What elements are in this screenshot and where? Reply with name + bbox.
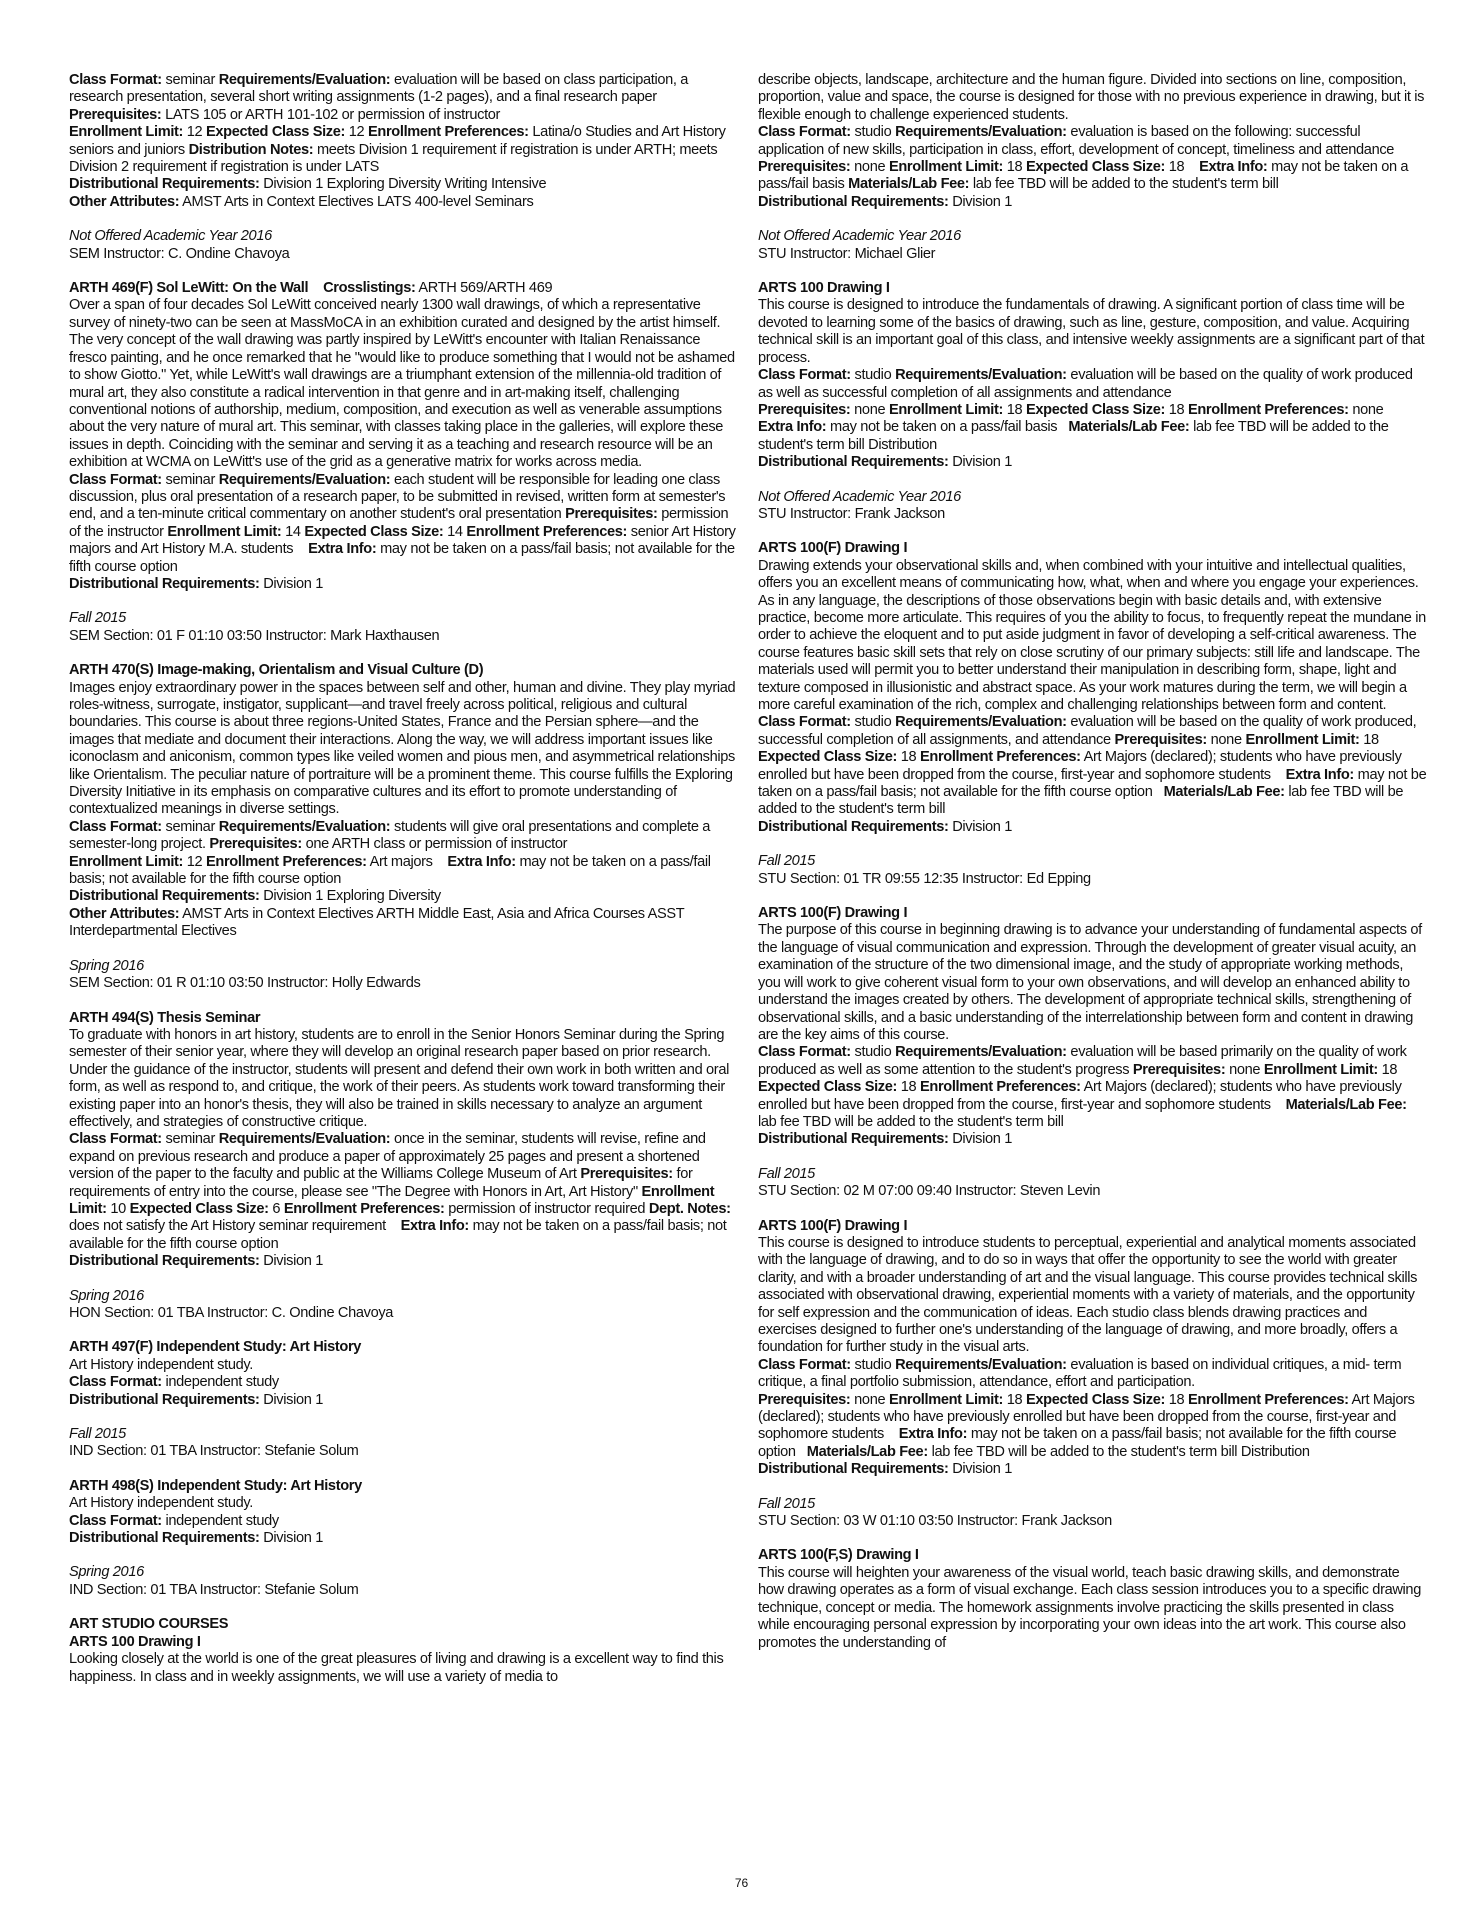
crosslistings-value: ARTH 569/ARTH 469 (418, 280, 553, 297)
extra-info-value: may not be taken on a pass/fail basis; not available for the fifth course option (69, 541, 735, 575)
section-info (69, 228, 739, 263)
class-format-value: studio (854, 124, 892, 141)
prerequisites-label: Prerequisites: (758, 1391, 851, 1408)
section-instructor: STU Section: 01 TR 09:55 12:35 Instructor: Ed Epping (758, 870, 1091, 887)
distribution-notes-value: meets Division 1 requirement if registration is under ARTH; meets Division 2 requirement if registration is under LATS (69, 141, 718, 176)
class-format-value: seminar (165, 818, 215, 835)
page-number: 76 (734, 1876, 749, 1890)
class-format-value: studio (854, 367, 892, 384)
prerequisites-label: Prerequisites: (1132, 1061, 1226, 1078)
course-description: This course is designed to introduce the fundamentals of drawing. A significant portion of class time will be devoted to learning some of the basics of drawing, such as line, gesture, composition, and value. Acquiring technical skill is an important goal of this class, and intensive weekly assignments are a significant part of that process. (758, 297, 1425, 366)
class-format-label: Class Format: (758, 1356, 851, 1373)
distributional-requirements-value: Division 1 (263, 1530, 323, 1547)
requirements-label: Requirements/Evaluation: (218, 818, 391, 835)
course-description: Looking closely at the world is one of the great pleasures of living and drawing is a excellent way to find this happiness. In class and in weekly assignments, we will use a variety of media to (69, 1651, 724, 1685)
distribution-notes-label: Distribution Notes: (188, 141, 314, 158)
requirements-label: Requirements/Evaluation: (218, 72, 391, 88)
enrollment-limit-label: Enrollment Limit: (69, 853, 184, 870)
enrollment-limit-value: 18 (1006, 1391, 1023, 1408)
distributional-requirements-label: Distributional Requirements: (69, 1530, 260, 1547)
section-instructor: SEM Section: 01 R 01:10 03:50 Instructor: Holly Edwards (69, 975, 421, 992)
requirements-label: Requirements/Evaluation: (218, 471, 391, 488)
class-size-label: Expected Class Size: (206, 124, 346, 141)
distributional-requirements-label: Distributional Requirements: (758, 193, 949, 210)
enrollment-preferences-value: senior Art History majors and Art History M.A. students (69, 523, 736, 558)
course-arth-498 (69, 1478, 739, 1599)
course-description: Images enjoy extraordinary power in the spaces between self and other, human and divine. They play myriad roles-witness, surrogate, instigator, supplicant—and travel freely across political, religious and cultural boundaries. This course is about three regions-United States, France and the Persian sphere—and the images that mediate and document their interactions. Along the way, we will address important issues like iconoclasm and aniconism, common types like veiled women and pious men, and asymmetrical relationships like Orientalism. The peculiar nature of portraiture will be a prominent theme. This course fulfills the Exploring Diversity Initiative in its emphasis on comparative cultures and its effort to promote understanding of contextualized meanings in diverse settings. (69, 679, 736, 818)
distributional-requirements-label: Distributional Requirements: (69, 888, 260, 905)
distributional-requirements-value: Division 1 (952, 1131, 1012, 1148)
section-instructor: IND Section: 01 TBA Instructor: Stefanie Solum (69, 1443, 359, 1460)
distributional-requirements-value: Division 1 (952, 818, 1012, 835)
lab-fee-value: lab fee TBD will be added to the student's term bill (758, 1113, 1064, 1130)
course-details (758, 367, 1428, 471)
requirements-value: evaluation will be based on the quality of work produced as well as successful completion of all assignments and attendance (758, 367, 1413, 401)
extra-info-label: Extra Info: (758, 419, 827, 436)
enrollment-limit-value: 12 (186, 124, 203, 141)
enrollment-preferences-value: Art Majors (declared); students who have previously enrolled but have been dropped from the course, first-year and sophomore students (758, 1079, 1402, 1113)
enrollment-limit-value: 14 (285, 523, 301, 540)
class-format-value: independent study (165, 1512, 279, 1529)
crosslistings-label: Crosslistings: (323, 280, 416, 297)
extra-info-value: may not be taken on a pass/fail basis; not available for the fifth course option (758, 1426, 1397, 1460)
requirements-value: evaluation is based on the following: successful application of new skills, participation in class, effort, development of concept, timeliness and attendance (758, 124, 1395, 158)
class-size-value: 18 (900, 1079, 917, 1096)
distributional-requirements-label: Distributional Requirements: (758, 454, 949, 471)
prerequisites-label: Prerequisites: (69, 106, 162, 123)
course-arts-100-b (758, 280, 1428, 523)
course-title: ARTS 100(F) Drawing I (758, 1217, 908, 1234)
semester: Fall 2015 (69, 1426, 126, 1443)
distributional-requirements-value: Division 1 (263, 575, 323, 592)
course-details (758, 714, 1428, 836)
course-title: ARTS 100(F) Drawing I (758, 540, 908, 557)
course-details (758, 1044, 1428, 1148)
requirements-value: once in the seminar, students will revise, refine and expand on previous research and produce a paper of approximately 25 pages and present a shortened version of the paper to the faculty and public at the Williams College Museum of Art (69, 1131, 706, 1183)
prerequisites-value: none (1210, 731, 1242, 748)
requirements-label: Requirements/Evaluation: (218, 1131, 391, 1148)
course-title: ARTH 497(F) Independent Study: Art History (69, 1339, 362, 1356)
semester: Fall 2015 (758, 1165, 815, 1182)
course-description: Drawing extends your observational skills and, when combined with your intuitive and intellectual qualities, offers you an excellent means of communicating how, what, when and where you engage your experiences. As in any language, the descriptions of those observations begin with basic details and, with extensive practice, become more articulate. This requires of you the ability to focus, to frequently repeat the mundane in order to achieve the eloquent and to put aside judgment in favor of developing a self-critical awareness. The course features basic skill sets that rely on close scrutiny of our primary subjects: still life and landscape. The materials used will permit you to better understand their manipulation in describing form, shape, light and texture composed in illusionistic and abstract space. As your work matures during the term, we will begin a more careful examination of the rich, complex and challenging relationships between form and content. (758, 557, 1426, 713)
requirements-label: Requirements/Evaluation: (895, 1356, 1067, 1373)
distributional-requirements-value: Division 1 Exploring Diversity (263, 888, 441, 905)
class-format-label: Class Format: (758, 124, 851, 141)
class-format-label: Class Format: (758, 714, 851, 731)
course-arth-497 (69, 1339, 739, 1460)
requirements-label: Requirements/Evaluation: (895, 367, 1067, 384)
distributional-requirements-label: Distributional Requirements: (69, 1391, 260, 1408)
extra-info-label: Extra Info: (308, 541, 377, 558)
prerequisites-value: for requirements of entry into the course, please see "The Degree with Honors in Art, Art History" (69, 1166, 693, 1200)
class-format-value: seminar (165, 471, 215, 488)
prerequisites-value: none (854, 401, 886, 418)
enrollment-limit-label: Enrollment Limit: (1263, 1061, 1378, 1078)
course-arts-100-d (758, 905, 1428, 1201)
prerequisites-label: Prerequisites: (580, 1166, 673, 1183)
enrollment-preferences-value: Art Majors (declared); students who have previously enrolled but have been dropped from the course, first-year and sophomore students (758, 1391, 1415, 1443)
requirements-value: evaluation is based on individual critiques, a mid- term critique, a final portfolio submission, attendance, effort and participation. (758, 1356, 1402, 1391)
semester: Spring 2016 (69, 1564, 144, 1581)
course-description: Over a span of four decades Sol LeWitt conceived nearly 1300 wall drawings, of which a representative survey of ninety-two can be seen at MassMoCA in an exhibition curated and designed by the artist himself. The very concept of the wall drawing was partly inspired by LeWitt's encounter with Italian Renaissance fresco painting, and he once remarked that he "would like to produce something that I would not be ashamed to show Giotto." Yet, while LeWitt's wall drawings are a triumphant extension of the millennia-old tradition of mural art, they also constitute a radical intervention in that genre and in art-making itself, challenging conventional notions of authorship, medium, composition, and execution as well as venerable assumptions about the very nature of mural art. This seminar, with classes taking place in the galleries, will explore these issues in depth. Coinciding with the seminar and serving it as a teaching and research resource will be an exhibition at WCMA on LeWitt's use of the grid as a generative matrix for works across media. (69, 297, 735, 471)
class-size-label: Expected Class Size: (1025, 1391, 1165, 1408)
course-arts-100-f (758, 1547, 1428, 1651)
class-size-label: Expected Class Size: (1025, 401, 1165, 418)
course-description: Art History independent study. (69, 1356, 253, 1373)
course-title: ARTH 470(S) Image-making, Orientalism and Visual Culture (D) (69, 662, 484, 679)
distributional-requirements-value: Division 1 (263, 1391, 323, 1408)
semester: Not Offered Academic Year 2016 (758, 488, 961, 505)
class-size-label: Expected Class Size: (758, 749, 898, 766)
enrollment-preferences-label: Enrollment Preferences: (206, 853, 367, 870)
requirements-value: evaluation will be based primarily on the quality of work produced as well as some attention to the student's progress (758, 1044, 1407, 1078)
section-instructor: HON Section: 01 TBA Instructor: C. Ondine Chavoya (69, 1305, 394, 1321)
lab-fee-label: Materials/Lab Fee: (1285, 1096, 1407, 1113)
other-attributes-value: AMST Arts in Context Electives ARTH Middle East, Asia and Africa Courses ASST Interdepartmental Electives (69, 905, 685, 940)
semester: Fall 2015 (758, 1495, 815, 1512)
lab-fee-label: Materials/Lab Fee: (806, 1443, 928, 1460)
class-size-value: 18 (1168, 1391, 1185, 1408)
course-description: This course is designed to introduce students to perceptual, experiential and analytical moments associated with the language of drawing, and to do so in ways that offer the opportunity to see the world with greater clarity, and with a broader understanding of art and the visual language. This course provides technical skills associated with observational drawing, experiential moments with a variety of materials, and the opportunity for self expression and the communication of ideas. Each studio class blends drawing practices and exercises designed to further one's understanding of the language of drawing, and more broadly, offers a foundation for further study in the visual arts. (758, 1234, 1418, 1356)
class-size-label: Expected Class Size: (758, 1079, 898, 1096)
enrollment-preferences-label: Enrollment Preferences: (1187, 401, 1349, 418)
semester: Fall 2015 (69, 610, 126, 627)
enrollment-limit-label: Enrollment Limit: (888, 1391, 1003, 1408)
requirements-value: evaluation will be based on the quality of work produced, successful completion of all assignments, and attendance (758, 714, 1417, 748)
class-size-label: Expected Class Size: (304, 523, 444, 540)
enrollment-limit-value: 18 (1363, 731, 1379, 748)
section-heading: ART STUDIO COURSES (69, 1616, 229, 1633)
enrollment-limit-value: 18 (1006, 159, 1023, 176)
course-title: ARTS 100 Drawing I (69, 1633, 201, 1650)
prerequisites-value: none (854, 1391, 886, 1408)
course-title: ARTH 498(S) Independent Study: Art History (69, 1477, 362, 1494)
prerequisites-label: Prerequisites: (758, 159, 851, 176)
section-instructor: STU Section: 02 M 07:00 09:40 Instructor: Steven Levin (758, 1183, 1101, 1200)
dept-notes-label: Dept. Notes: (648, 1200, 731, 1217)
course-title: ARTS 100(F) Drawing I (758, 905, 908, 922)
enrollment-limit-value: 12 (186, 853, 203, 870)
lab-fee-value: lab fee TBD will be added to the student's term bill Distribution (758, 419, 1389, 453)
extra-info-label: Extra Info: (898, 1426, 968, 1443)
course-details (69, 819, 739, 941)
enrollment-limit-label: Enrollment Limit: (1245, 731, 1360, 748)
course-description: The purpose of this course in beginning drawing is to advance your understanding of fundamental aspects of the language of visual communication and expression. Through the development of greater visual acuity, an examination of the structure of the two dimensional image, and the study of appropriate working methods, you will work to give coherent visual form to your own observations, and will develop an enhanced ability to understand the images created by others. The development of appropriate technical skills, strengthening of observational skills, and a basic understanding of the interrelationship between form and content in drawing are the key aims of this course. (758, 922, 1422, 1043)
enrollment-preferences-value: permission of instructor required (448, 1200, 646, 1217)
enrollment-limit-label: Enrollment Limit: (888, 401, 1003, 418)
course-details (69, 1131, 739, 1270)
course-details (69, 472, 739, 594)
prerequisites-value: one ARTH class or permission of instructor (305, 836, 568, 853)
semester: Fall 2015 (758, 853, 815, 870)
class-format-value: studio (854, 1044, 892, 1061)
course-details (69, 72, 739, 211)
course-arts-100-a (69, 1616, 739, 1686)
prerequisites-label: Prerequisites: (565, 506, 658, 523)
class-format-label: Class Format: (69, 1374, 162, 1391)
prerequisites-value: LATS 105 or ARTH 101-102 or permission of instructor (165, 106, 501, 123)
distributional-requirements-label: Distributional Requirements: (758, 1131, 949, 1148)
distributional-requirements-value: Division 1 (952, 454, 1012, 471)
class-size-value: 18 (900, 749, 917, 766)
requirements-label: Requirements/Evaluation: (895, 124, 1067, 141)
extra-info-value: may not be taken on a pass/fail basis (830, 419, 1058, 436)
section-instructor: IND Section: 01 TBA Instructor: Stefanie Solum (69, 1581, 359, 1598)
other-attributes-label: Other Attributes: (69, 905, 180, 922)
course-arth-470 (69, 662, 739, 992)
enrollment-preferences-label: Enrollment Preferences: (368, 124, 529, 141)
dept-notes-value: does not satisfy the Art History seminar requirement (69, 1218, 386, 1235)
section-instructor: STU Instructor: Michael Glier (758, 245, 936, 262)
class-size-value: 12 (348, 124, 365, 141)
right-column (758, 72, 1428, 1652)
enrollment-limit-label: Enrollment Limit: (69, 124, 184, 141)
distributional-requirements-value: Division 1 (952, 193, 1012, 210)
requirements-label: Requirements/Evaluation: (895, 1044, 1067, 1061)
distributional-requirements-label: Distributional Requirements: (758, 818, 949, 835)
enrollment-limit-label: Enrollment Limit: (167, 523, 282, 540)
course-title: ARTH 469(F) Sol LeWitt: On the Wall (69, 280, 309, 297)
prerequisites-value: none (1229, 1061, 1261, 1078)
extra-info-value: may not be taken on a pass/fail basis; not available for the fifth course option (758, 766, 1427, 801)
class-format-value: seminar (165, 1131, 215, 1148)
section-instructor: SEM Section: 01 F 01:10 03:50 Instructor: Mark Haxthausen (69, 627, 440, 644)
distributional-requirements-value: Division 1 Exploring Diversity Writing Intensive (263, 176, 547, 193)
requirements-value: each student will be responsible for leading one class discussion, plus oral presentation of a research paper, to be submitted in revised, written form at semester's end, and a ten-minute critical commentary on another student's oral presentation (69, 471, 726, 523)
enrollment-limit-value: 10 (110, 1200, 126, 1217)
enrollment-preferences-label: Enrollment Preferences: (283, 1200, 445, 1217)
course-details (758, 124, 1428, 211)
requirements-value: students will give oral presentations and complete a semester-long project. (69, 818, 711, 853)
extra-info-label: Extra Info: (447, 853, 516, 870)
class-size-label: Expected Class Size: (129, 1200, 269, 1217)
enrollment-preferences-value: Latina/o Studies and Art History seniors and juniors (69, 124, 726, 158)
enrollment-preferences-label: Enrollment Preferences: (920, 749, 1081, 766)
distributional-requirements-label: Distributional Requirements: (69, 176, 260, 193)
course-arts-100-e (758, 1218, 1428, 1531)
class-format-label: Class Format: (69, 1512, 162, 1529)
course-title: ARTS 100 Drawing I (758, 280, 890, 297)
semester: Spring 2016 (69, 957, 144, 974)
class-format-label: Class Format: (69, 818, 162, 835)
class-format-label: Class Format: (69, 72, 162, 88)
class-format-value: independent study (165, 1374, 279, 1391)
lab-fee-value: lab fee TBD will be added to the student's term bill (758, 784, 1404, 818)
class-format-value: studio (854, 714, 892, 731)
other-attributes-value: AMST Arts in Context Electives LATS 400-level Seminars (182, 193, 534, 210)
extra-info-label: Extra Info: (400, 1218, 469, 1235)
prerequisites-label: Prerequisites: (1114, 731, 1207, 748)
course-arth-469 (69, 280, 739, 645)
enrollment-limit-label: Enrollment Limit: (888, 159, 1003, 176)
distributional-requirements-value: Division 1 (952, 1461, 1012, 1478)
enrollment-preferences-label: Enrollment Preferences: (466, 523, 628, 540)
course-description: Art History independent study. (69, 1495, 253, 1512)
lab-fee-label: Materials/Lab Fee: (848, 176, 970, 193)
section-instructor: STU Section: 03 W 01:10 03:50 Instructor: Frank Jackson (758, 1513, 1112, 1530)
enrollment-preferences-label: Enrollment Preferences: (920, 1079, 1081, 1096)
prerequisites-label: Prerequisites: (758, 401, 851, 418)
requirements-value: evaluation will be based on class participation, a research presentation, several short writing assignments (1-2 pages), and a final research paper (69, 72, 689, 106)
course-description: To graduate with honors in art history, students are to enroll in the Senior Honors Seminar during the Spring semester of their senior year, where they will develop an original research paper based on prior research. Under the guidance of the instructor, students will present and defend their own work in both written and oral form, as well as respond to, and critique, the work of their peers. As students work toward transforming their existing paper into an honor's thesis, they will also be trained in skills necessary to analyze an argument effectively, and strategies of constructive critique. (69, 1026, 729, 1130)
course-arts-100-a-cont (758, 72, 1428, 263)
requirements-label: Requirements/Evaluation: (895, 714, 1067, 731)
course-details (758, 1357, 1428, 1479)
lab-fee-value: lab fee TBD will be added to the student's term bill (972, 176, 1279, 193)
extra-info-value: may not be taken on a pass/fail basis (758, 159, 1409, 193)
semester: Not Offered Academic Year 2016 (758, 228, 961, 245)
class-size-value: 14 (447, 523, 463, 540)
lab-fee-label: Materials/Lab Fee: (1163, 784, 1285, 801)
extra-info-value: may not be taken on a pass/fail basis; not available for the fifth course option (69, 1218, 727, 1252)
distributional-requirements-label: Distributional Requirements: (758, 1461, 949, 1478)
section-instructor: SEM Instructor: C. Ondine Chavoya (69, 245, 290, 262)
enrollment-limit-label: Enrollment Limit: (69, 1183, 715, 1217)
class-format-label: Class Format: (69, 1131, 162, 1148)
enrollment-limit-value: 18 (1006, 401, 1023, 418)
prerequisites-label: Prerequisites: (209, 836, 302, 853)
enrollment-limit-value: 18 (1381, 1061, 1398, 1078)
distributional-requirements-label: Distributional Requirements: (69, 1253, 260, 1270)
enrollment-preferences-value: Art Majors (declared); students who have previously enrolled but have been dropped from the course, first-year and sophomore students (758, 749, 1402, 783)
prerequisites-value: none (854, 159, 886, 176)
course-title: ARTH 494(S) Thesis Seminar (69, 1009, 261, 1026)
class-format-label: Class Format: (758, 1044, 851, 1061)
prerequisites-value: permission of the instructor (69, 506, 729, 540)
course-arth-494 (69, 1010, 739, 1323)
class-size-value: 18 (1168, 159, 1185, 176)
class-format-label: Class Format: (758, 367, 851, 384)
semester: Not Offered Academic Year 2016 (69, 228, 272, 245)
extra-info-value: may not be taken on a pass/fail basis; not available for the fifth course option (69, 853, 711, 888)
extra-info-label: Extra Info: (1199, 159, 1268, 176)
class-size-label: Expected Class Size: (1025, 159, 1165, 176)
enrollment-preferences-value: none (1352, 401, 1384, 418)
section-instructor: STU Instructor: Frank Jackson (758, 505, 945, 522)
lab-fee-label: Materials/Lab Fee: (1068, 419, 1190, 436)
other-attributes-label: Other Attributes: (69, 193, 180, 210)
class-format-value: seminar (165, 72, 215, 88)
class-format-value: studio (854, 1356, 892, 1373)
lab-fee-value: lab fee TBD will be added to the student's term bill Distribution (931, 1443, 1310, 1460)
course-arts-100-c (758, 540, 1428, 888)
class-size-value: 6 (272, 1200, 281, 1217)
course-title: ARTS 100(F,S) Drawing I (758, 1547, 919, 1564)
class-format-label: Class Format: (69, 471, 162, 488)
enrollment-preferences-label: Enrollment Preferences: (1187, 1391, 1349, 1408)
class-size-value: 18 (1168, 401, 1185, 418)
extra-info-label: Extra Info: (1285, 766, 1354, 783)
distributional-requirements-value: Division 1 (263, 1253, 323, 1270)
enrollment-preferences-value: Art majors (369, 853, 433, 870)
course-description: This course will heighten your awareness of the visual world, teach basic drawing skills, and demonstrate how drawing operates as a form of visual exchange. Each class session introduces you to a specific drawing technique, concept or media. The homework assignments involve practicing the skills presented in class while encouraging personal expression by incorporating your own ideas into the art work. This course also promotes the understanding of (758, 1564, 1421, 1651)
distributional-requirements-label: Distributional Requirements: (69, 575, 260, 592)
course-description: describe objects, landscape, architecture and the human figure. Divided into sections on line, composition, proportion, value and space, the course is designed for those with no previous experience in drawing, but it is flexible enough to challenge experienced students. (758, 72, 1425, 123)
semester: Spring 2016 (69, 1287, 144, 1304)
course-details-block (69, 72, 739, 211)
left-column (69, 72, 739, 1686)
